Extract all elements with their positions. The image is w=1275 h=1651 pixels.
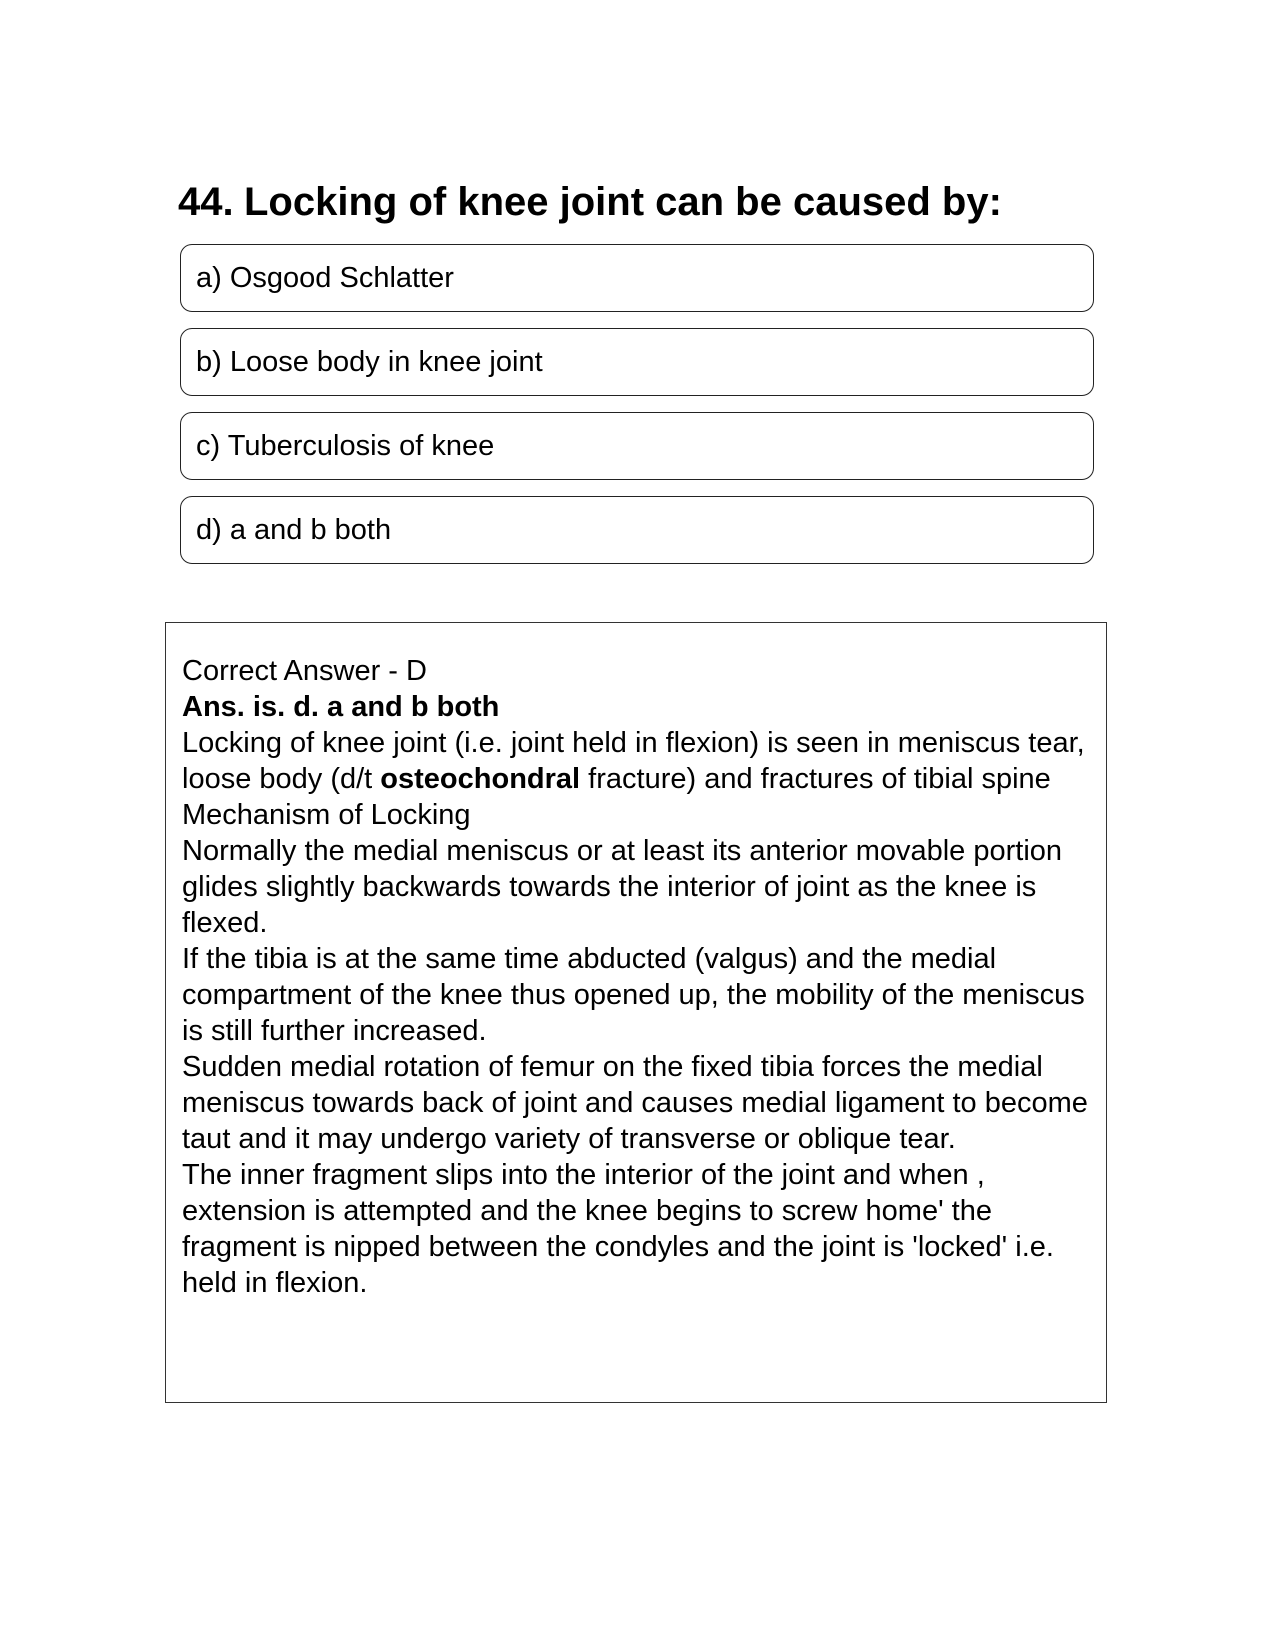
option-d[interactable] — [180, 496, 1094, 564]
question-text: Locking of knee joint can be caused by: — [244, 180, 1002, 224]
answer-heading: Ans. is. d. a and b both — [182, 691, 500, 723]
explanation-1-bold-term: osteochondral — [380, 763, 581, 795]
option-a[interactable] — [180, 244, 1094, 312]
explanation-1-start: Locking of knee joint (i.e. joint held in flexion) is seen in meniscus tear, loose body (d/t — [182, 727, 1085, 795]
question-heading — [178, 174, 1098, 230]
answer-explanation-box — [165, 622, 1107, 1403]
option-d-label: d) a and b both — [196, 513, 392, 546]
correct-answer-line: Correct Answer - D — [182, 655, 427, 687]
explanation-paragraph-5: The inner fragment slips into the interior of the joint and when , extension is attempted and the knee begins to screw home' the fragment is nipped between the condyles and the joint is 'locked' i.e. held in flexion. — [182, 1159, 1054, 1299]
option-a-label: a) Osgood Schlatter — [196, 261, 454, 294]
option-c-label: c) Tuberculosis of knee — [196, 429, 495, 462]
mechanism-heading: Mechanism of Locking — [182, 799, 471, 831]
question-number: 44. — [178, 180, 234, 224]
explanation-paragraph-2: Normally the medial meniscus or at least its anterior movable portion glides slightly backwards towards the interior of joint as the knee is flexed. — [182, 835, 1063, 939]
options-list — [180, 244, 1094, 580]
option-b-label: b) Loose body in knee joint — [196, 345, 543, 378]
explanation-1-end: fracture) and fractures of tibial spine — [580, 763, 1051, 795]
option-c[interactable] — [180, 412, 1094, 480]
explanation-paragraph-1 — [182, 725, 1092, 797]
explanation-paragraph-3: If the tibia is at the same time abducted (valgus) and the medial compartment of the knee thus opened up, the mobility of the meniscus is still further increased. — [182, 943, 1085, 1047]
option-b[interactable] — [180, 328, 1094, 396]
explanation-paragraph-4: Sudden medial rotation of femur on the fixed tibia forces the medial meniscus towards back of joint and causes medial ligament to become taut and it may undergo variety of transverse or oblique tear. — [182, 1051, 1088, 1155]
